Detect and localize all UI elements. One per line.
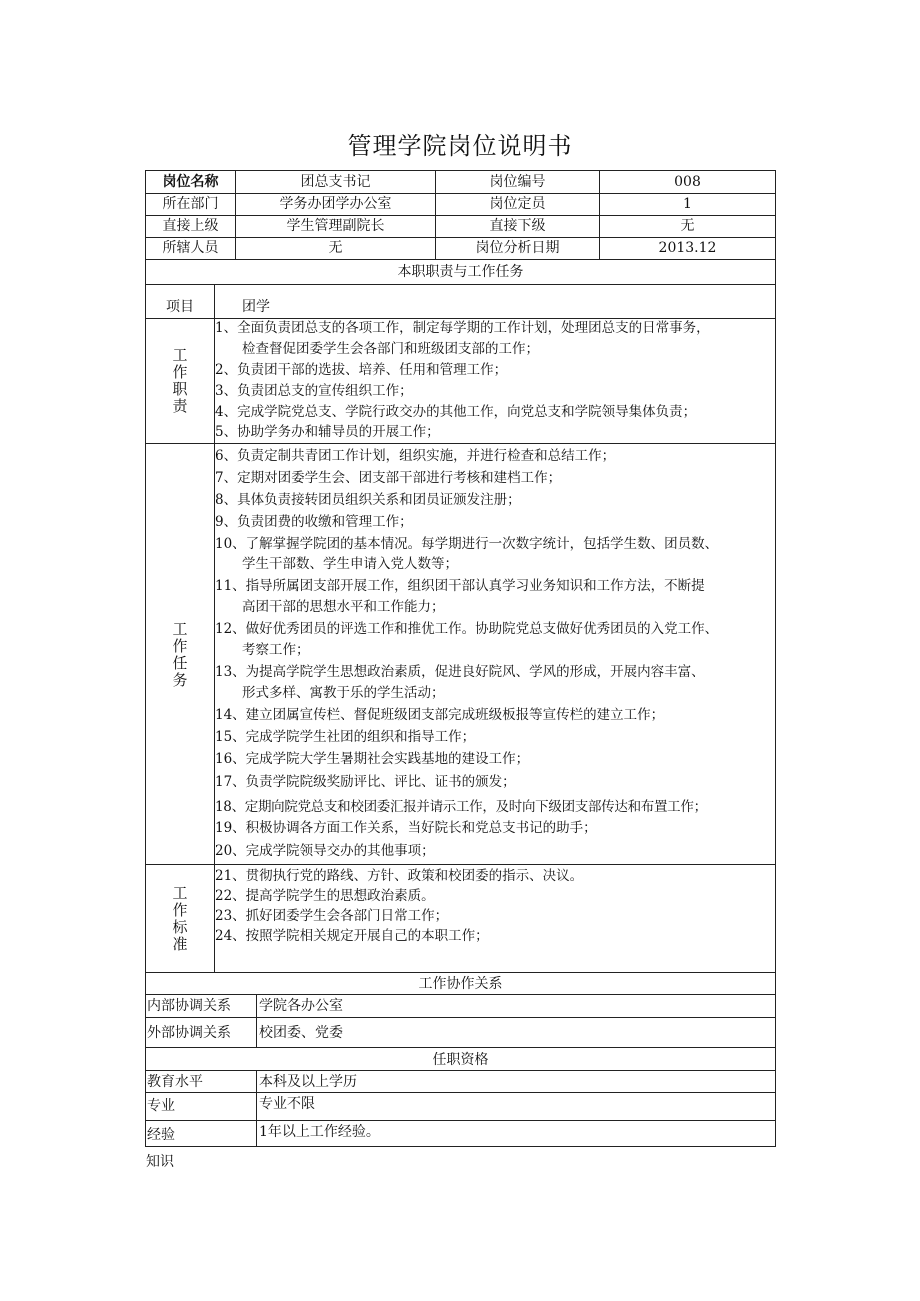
value-external-coordination: 校团委、党委 — [259, 1025, 343, 1041]
label-project: 项目 — [166, 299, 194, 315]
section-title-coop: 工作协作关系 — [418, 976, 503, 992]
page-title: 管理学院岗位说明书 — [347, 132, 573, 160]
label-headcount: 岗位定员 — [489, 196, 546, 212]
duty-line: 检查督促团委学生会各部门和班级团支部的工作； — [242, 341, 539, 357]
task-line: 学生干部数、学生申请入党人数等； — [242, 556, 458, 572]
value-department: 学务办团学办公室 — [279, 196, 392, 212]
value-project: 团学 — [242, 299, 270, 315]
section-title-qualification: 任职资格 — [432, 1052, 489, 1068]
label-job-duties — [146, 347, 214, 415]
task-line: 7、定期对团委学生会、团支部干部进行考核和建档工作； — [215, 470, 562, 486]
standard-line: 23、抓好团委学生会各部门日常工作； — [215, 908, 449, 924]
label-char: 责 — [172, 397, 188, 415]
label-char: 工 — [172, 884, 188, 902]
col-divider — [256, 1070, 257, 1147]
task-line: 高团干部的思想水平和工作能力； — [242, 599, 445, 615]
value-experience: 1年以上工作经验。 — [259, 1124, 380, 1140]
label-char: 任 — [172, 654, 188, 672]
label-char: 职 — [172, 380, 188, 398]
label-major: 专业 — [147, 1098, 175, 1114]
label-char: 作 — [172, 637, 188, 655]
value-position-name: 团总支书记 — [300, 174, 371, 190]
task-line: 9、负责团费的收缴和管理工作； — [215, 514, 413, 530]
value-education: 本科及以上学历 — [259, 1074, 357, 1090]
label-job-standards — [146, 885, 214, 953]
task-line: 19、积极协调各方面工作关系，当好院长和党总支书记的助手； — [215, 820, 597, 836]
value-internal-coordination: 学院各办公室 — [259, 998, 343, 1014]
label-char: 标 — [172, 918, 188, 936]
section-title-duties: 本职职责与工作任务 — [397, 264, 524, 280]
row-divider — [145, 972, 776, 973]
label-external-coordination: 外部协调关系 — [147, 1025, 231, 1041]
task-line: 6、负责定制共青团工作计划，组织实施，并进行检查和总结工作； — [215, 448, 616, 464]
task-line: 18、定期向院党总支和校团委汇报并请示工作，及时向下级团支部传达和布置工作； — [215, 799, 707, 815]
row-divider — [145, 1120, 776, 1121]
duty-line: 1、全面负责团总支的各项工作，制定每学期的工作计划，处理团总支的日常事务， — [215, 320, 710, 336]
task-line: 14、建立团属宣传栏、督促班级团支部完成班级板报等宣传栏的建立工作； — [215, 707, 665, 723]
label-subordinate: 直接下级 — [489, 218, 546, 234]
task-line: 20、完成学院领导交办的其他事项； — [215, 843, 435, 859]
label-char: 工 — [172, 346, 188, 364]
label-position-name: 岗位名称 — [162, 174, 219, 190]
label-char: 作 — [172, 901, 188, 919]
footer-knowledge: 知识 — [146, 1154, 174, 1170]
row-divider — [145, 259, 776, 260]
label-char: 作 — [172, 363, 188, 381]
label-job-tasks — [146, 621, 214, 689]
duty-line: 2、负责团干部的选拔、培养、任用和管理工作； — [215, 362, 508, 378]
value-staff: 无 — [328, 240, 343, 256]
row-divider — [145, 1070, 776, 1071]
row-divider — [145, 994, 776, 995]
task-line: 形式多样、寓教于乐的学生活动； — [242, 685, 445, 701]
label-department: 所在部门 — [162, 196, 219, 212]
value-major: 专业不限 — [259, 1096, 315, 1112]
label-char: 准 — [172, 935, 188, 953]
label-internal-coordination: 内部协调关系 — [147, 998, 231, 1014]
standard-line: 24、按照学院相关规定开展自己的本职工作； — [215, 928, 489, 944]
row-divider — [145, 1017, 776, 1018]
task-line: 10、了解掌握学院团的基本情况。每学期进行一次数字统计，包括学生数、团员数、 — [215, 536, 719, 552]
label-char: 工 — [172, 620, 188, 638]
label-staff: 所辖人员 — [162, 240, 219, 256]
row-divider — [145, 1092, 776, 1093]
row-divider — [145, 864, 776, 865]
duty-line: 3、负责团总支的宣传组织工作； — [215, 383, 413, 399]
task-line: 16、完成学院大学生暑期社会实践基地的建设工作； — [215, 751, 530, 767]
label-superior: 直接上级 — [162, 218, 219, 234]
standard-line: 21、贯彻执行党的路线、方针、政策和校团委的指示、决议。 — [215, 868, 584, 884]
duty-line: 4、完成学院党总支、学院行政交办的其他工作，向党总支和学院领导集体负责； — [215, 404, 697, 420]
label-education: 教育水平 — [147, 1074, 203, 1090]
value-superior: 学生管理副院长 — [286, 218, 385, 234]
row-divider — [145, 443, 776, 444]
task-line: 13、为提高学院学生思想政治素质，促进良好院风、学风的形成，开展内容丰富、 — [215, 664, 705, 680]
task-line: 12、做好优秀团员的评选工作和推优工作。协助院党总支做好优秀团员的入党工作、 — [215, 621, 719, 637]
task-line: 15、完成学院学生社团的组织和指导工作； — [215, 729, 476, 745]
label-char: 务 — [172, 671, 188, 689]
row-divider — [145, 1047, 776, 1048]
task-line: 17、负责学院院级奖励评比、评比、证书的颁发； — [215, 774, 516, 790]
label-analysis-date: 岗位分析日期 — [475, 240, 560, 256]
row-divider — [145, 284, 776, 285]
label-experience: 经验 — [147, 1127, 175, 1143]
task-line: 11、指导所属团支部开展工作，组织团干部认真学习业务知识和工作方法，不断提 — [215, 578, 705, 594]
col-divider — [256, 994, 257, 1047]
value-subordinate: 无 — [680, 218, 695, 234]
task-line: 8、具体负责接转团员组织关系和团员证颁发注册； — [215, 492, 521, 508]
value-headcount: 1 — [683, 196, 692, 212]
value-analysis-date: 2013.12 — [658, 240, 717, 256]
value-position-code: 008 — [674, 174, 701, 190]
duty-line: 5、协助学务办和辅导员的开展工作； — [215, 424, 440, 440]
task-line: 考察工作； — [242, 642, 310, 658]
label-position-code: 岗位编号 — [489, 174, 546, 190]
standard-line: 22、提高学院学生的思想政治素质。 — [215, 888, 435, 904]
